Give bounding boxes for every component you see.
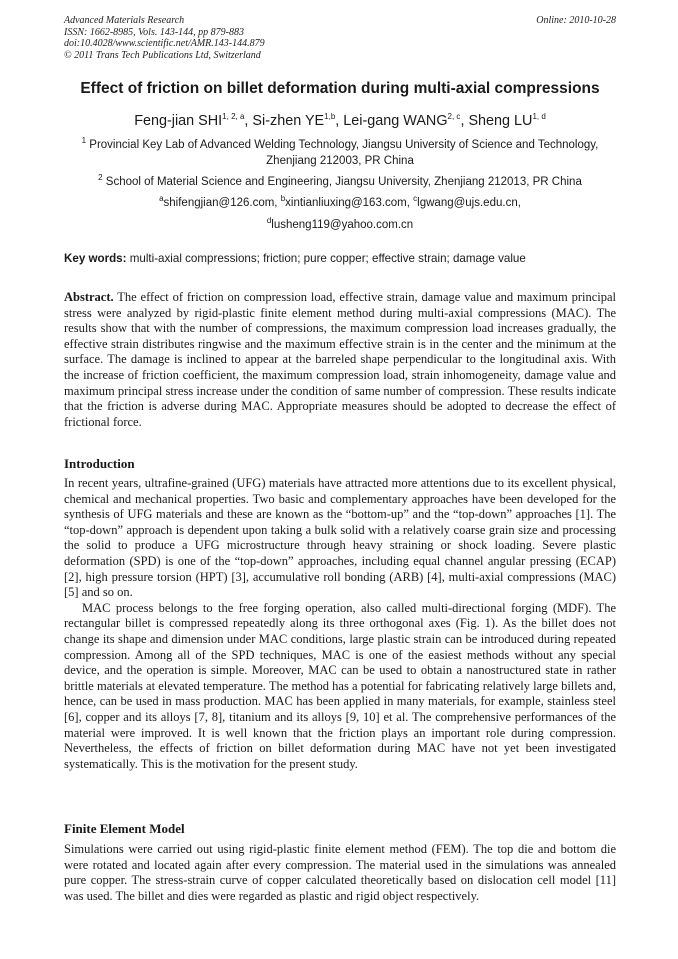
keywords <box>64 252 624 265</box>
abstract-label: Abstract. <box>64 290 114 304</box>
email-b[interactable]: xintianliuxing@163.com, <box>285 197 414 209</box>
introduction-body <box>64 476 616 772</box>
fem-paragraph-1: Simulations were carried out using rigid-plastic finite element method (FEM). The top die and bottom die were rotated and located again after every compression. The material used in the simulations was annealed pure copper. The stress-strain curve of copper calculated theoretically based on dislocation cell model [11] was used. The billet and dies were regarded as plastic and rigid object respectively. <box>64 842 616 903</box>
author-1: Feng-jian SHI$^{1, 2, a}$, <box>134 112 253 129</box>
affiliation-1: $^1$ Provincial Key Lab of Advanced Welding Technology, Jiangsu University of Science and Technology, Zhenjiang 212003, PR China <box>81 136 599 167</box>
email-a[interactable]: shifengjian@126.com, <box>163 197 281 209</box>
email-d[interactable]: lusheng119@yahoo.com.cn <box>271 219 414 231</box>
keywords-text: multi-axial compressions; friction; pure copper; effective strain; damage value <box>126 252 526 265</box>
journal-copyright: © 2011 Trans Tech Publications Ltd, Switzerland <box>64 49 261 61</box>
author-4: Sheng LU$^{1, d}$ <box>468 112 546 129</box>
author-list <box>40 113 640 129</box>
paper-title: Effect of friction on billet deformation during multi-axial compressions <box>80 80 600 97</box>
fem-body <box>64 842 616 904</box>
introduction-heading: Introduction <box>64 456 135 471</box>
keywords-label: Key words: <box>64 252 127 265</box>
introduction-paragraph-2: MAC process belongs to the free forging operation, also called multi-directional forging (MDF). The rectangular billet is compressed repeatedly along its three orthogonal axes (Fig. 1). As the billet does not change its shape and dimension under MAC conditions, large plastic strain can be introduced during repeated compression. Among all of the SPD techniques, MAC is one of the easiest methods without any special device, and the operation is simple. Moreover, MAC can be used to obtain a nanostructured state in rather brittle materials at elevated temperature. The method has a potential for fabricating relatively large billets and, hence, can be used in mass production. MAC has been applied in many materials, for example, stainless steel [6], copper and its alloys [7, 8], titanium and its alloys [9, 10] et al. The comprehensive performances of the material were improved. It is well known that the friction plays an important role during compression. Nevertheless, the effects of friction on billet deformation during MAC have not yet been investigated systematically. This is the motivation for the present study. <box>64 600 616 771</box>
abstract-text: The effect of friction on compression load, effective strain, damage value and maximum principal stress were analyzed by rigid-plastic finite element method during multi-axial compressions (MAC). The results show that with the number of compressions, the maximum compression load increases gradually, the effective strain distributes ringwise and the maximum effective strain is in the center and the minimum at the surface. The damage is inclined to appear at the barreled shape perpendicular to the longitudinal axis. With the increase of friction coefficient, the maximum compression load, strain inhomogeneity, damage value and maximum principal stress increase under the condition of same number of compression. These results indicate that the friction is adverse during MAC. Appropriate measures should be adopted to decrease the effect of frictional force. <box>64 290 616 429</box>
journal-issn: ISSN: 1662-8985, Vols. 143-144, pp 879-883 <box>64 26 244 38</box>
affiliation-2: $^2$ School of Material Science and Engineering, Jiangsu University, Zhenjiang 212013, PR China <box>98 173 582 188</box>
email-c[interactable]: lgwang@ujs.edu.cn, <box>417 197 521 209</box>
abstract <box>64 290 616 430</box>
journal-name: Advanced Materials Research <box>64 15 185 26</box>
introduction-paragraph-1: In recent years, ultrafine-grained (UFG) materials have attracted more attentions due to its excellent physical, chemical and mechanical properties. Two basic and complementary approaches have been developed for the synthesis of UFG materials and these are known as the “bottom-up” and the “top-down” approaches [1]. The “top-down” approach is dependent upon taking a bulk solid with a relatively coarse grain size and processing the solid to produce a UFG microstructure through heavy straining or shock loading. Severe plastic deformation (SPD) is one of the “top-down” approaches, including equal channel angular pressing (ECAP) [2], high pressure torsion (HPT) [3], accumulative roll bonding (ARB) [4], multi-axial compressions (MAC) [5] and so on. <box>64 476 616 600</box>
email-line-2: $^d$lusheng119@yahoo.com.cn <box>266 216 414 231</box>
author-3: Lei-gang WANG$^{2, c}$, <box>343 112 469 129</box>
email-line-1: $^a$shifengjian@126.com, $^b$xintianliuxing@163.com, $^c$lgwang@ujs.edu.cn, <box>159 194 521 209</box>
online-date: Online: 2010-10-28 <box>536 15 616 26</box>
journal-doi: doi:10.4028/www.scientific.net/AMR.143-144.879 <box>64 38 265 50</box>
author-2: Si-zhen YE$^{1,b}$, <box>252 112 344 129</box>
fem-heading: Finite Element Model <box>64 821 185 836</box>
journal-header <box>64 15 616 61</box>
